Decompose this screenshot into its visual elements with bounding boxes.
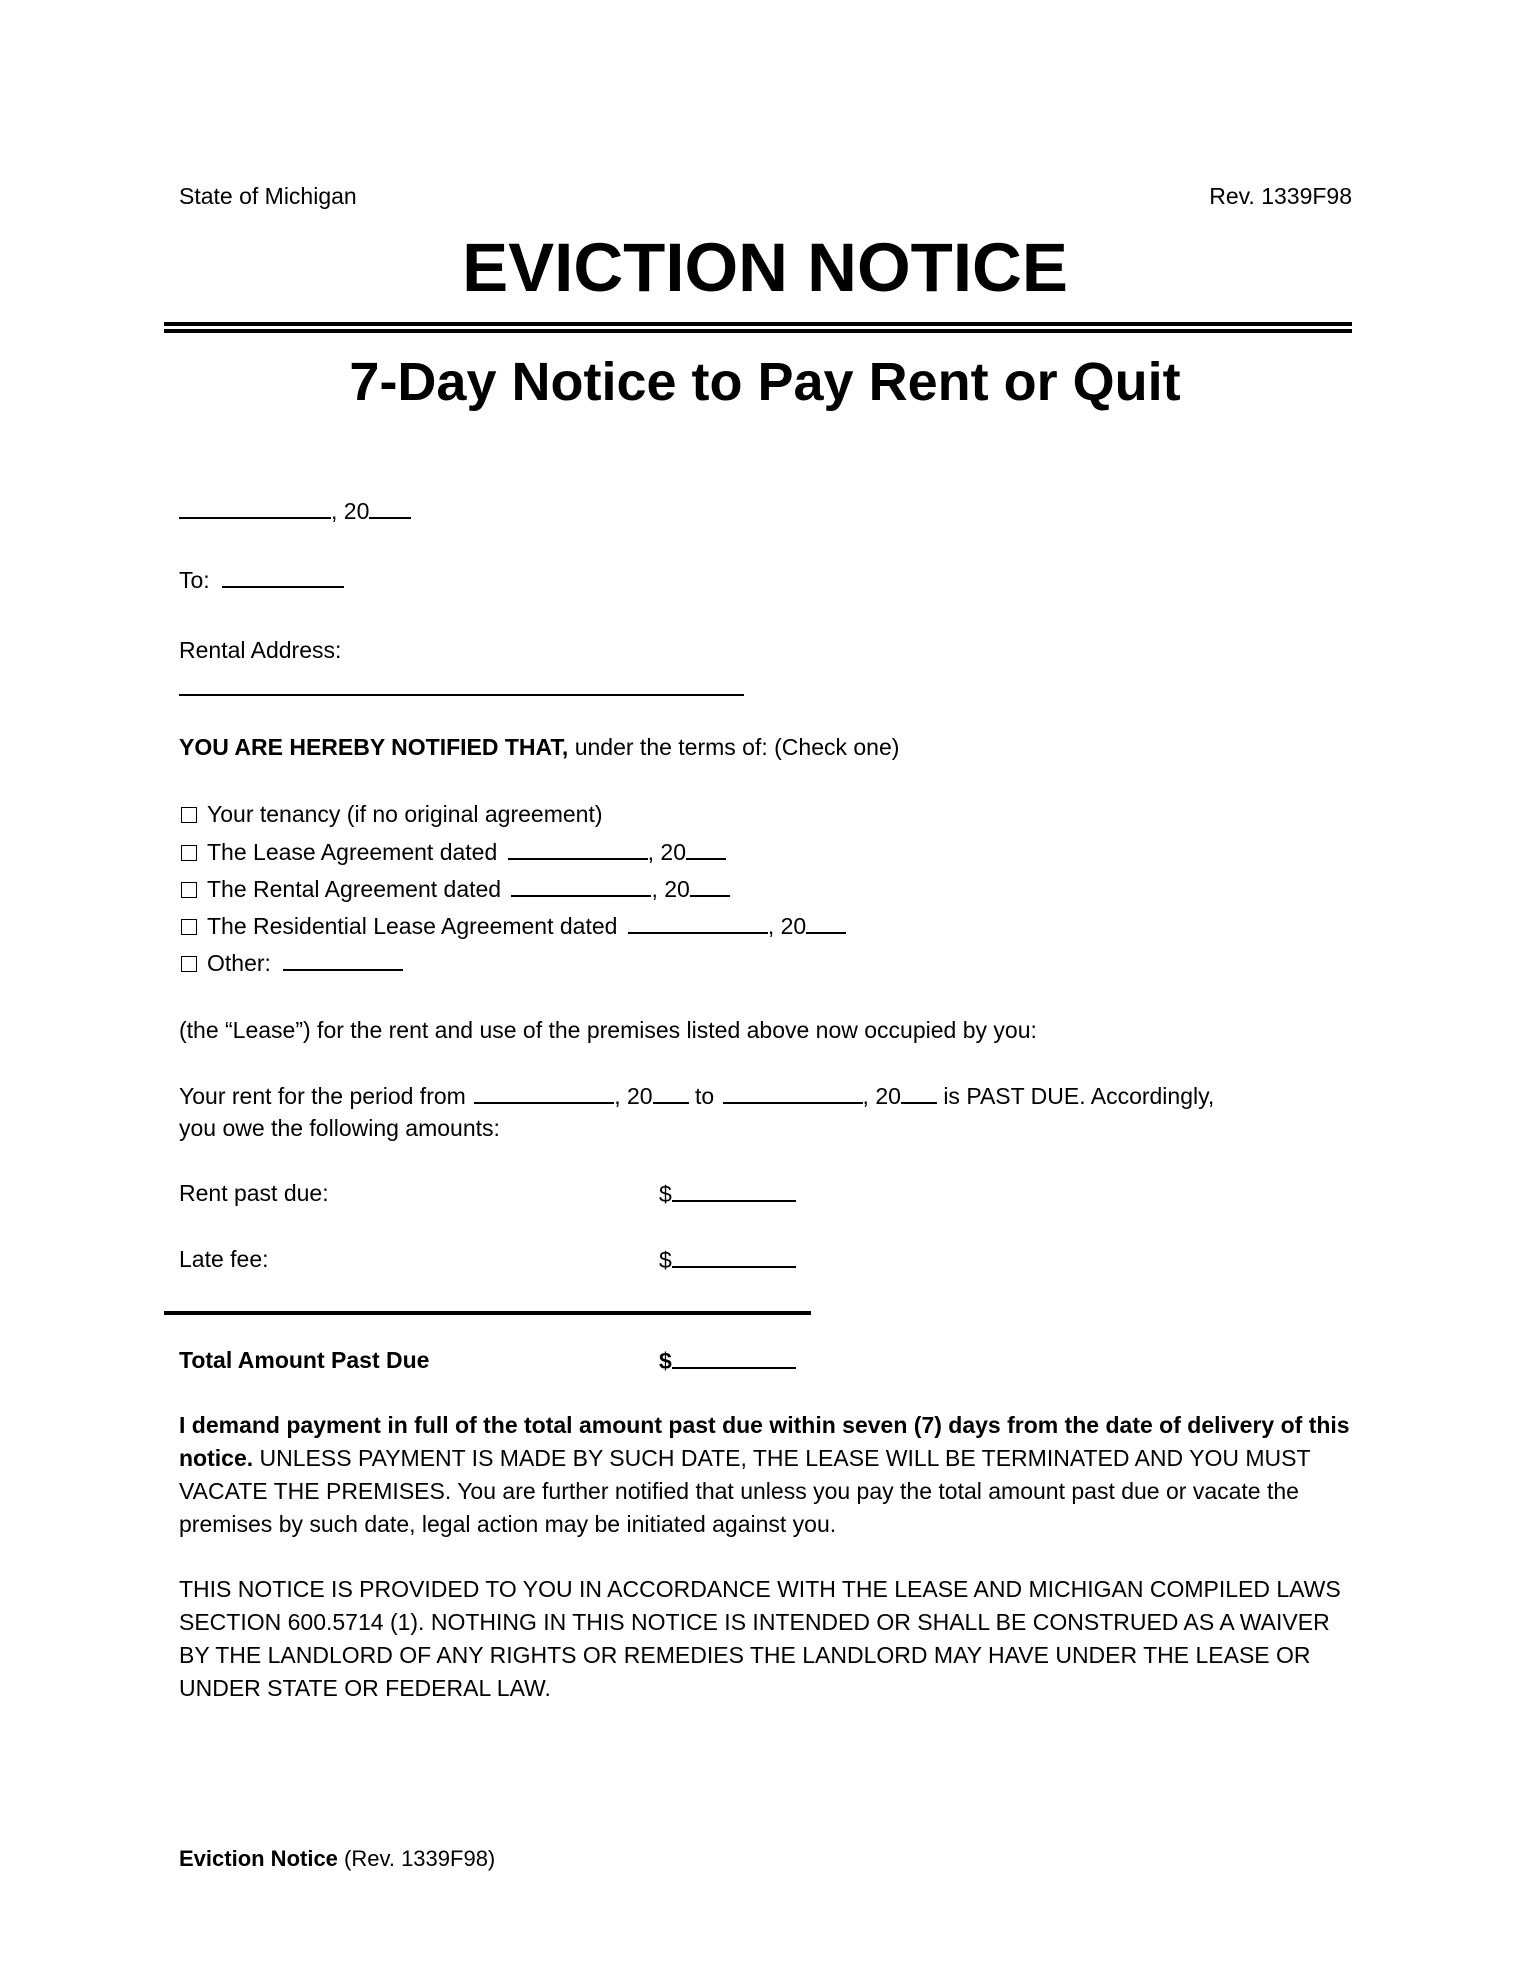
rental-address-blank[interactable] — [179, 694, 744, 696]
period-from-year-blank[interactable] — [653, 1082, 689, 1104]
year-prefix: , 20 — [614, 1083, 653, 1109]
option-label: The Rental Agreement dated — [207, 876, 502, 902]
option-lease-agreement[interactable] — [181, 838, 726, 866]
tenant-name-blank[interactable] — [222, 566, 344, 588]
rental-address-label: Rental Address: — [179, 637, 342, 663]
year-prefix: , 20 — [647, 839, 687, 865]
rent-period-line — [179, 1082, 1214, 1110]
residential-date-blank[interactable] — [628, 912, 768, 934]
owe-line: you owe the following amounts: — [179, 1115, 500, 1141]
year-prefix: , 20 — [651, 876, 690, 902]
period-text: Your rent for the period from — [179, 1083, 466, 1109]
checkbox-icon[interactable] — [181, 919, 197, 935]
past-due-text: is PAST DUE. Accordingly, — [943, 1083, 1215, 1109]
period-to-text: to — [694, 1083, 715, 1109]
date-blank[interactable] — [179, 497, 331, 519]
currency-symbol: $ — [659, 1247, 672, 1273]
total-blank[interactable] — [672, 1347, 796, 1369]
year-prefix: , 20 — [862, 1083, 901, 1109]
document-title: EVICTION NOTICE — [462, 229, 1068, 306]
option-label: Your tenancy (if no original agreement) — [207, 801, 603, 827]
option-residential-lease[interactable] — [181, 912, 846, 940]
option-label: The Lease Agreement dated — [207, 839, 498, 865]
date-year-prefix: , 20 — [331, 498, 370, 524]
demand-paragraph — [179, 1409, 1359, 1541]
rent-past-due-label: Rent past due: — [179, 1180, 329, 1206]
notified-line — [179, 734, 899, 761]
checkbox-icon[interactable] — [181, 845, 197, 861]
period-from-date-blank[interactable] — [474, 1082, 614, 1104]
lease-definition: (the “Lease”) for the rent and use of the premises listed above now occupied by you: — [179, 1017, 1037, 1043]
total-label: Total Amount Past Due — [179, 1347, 430, 1373]
notified-bold: YOU ARE HEREBY NOTIFIED THAT, — [179, 734, 569, 760]
period-to-date-blank[interactable] — [723, 1082, 863, 1104]
legal-notice-paragraph: THIS NOTICE IS PROVIDED TO YOU IN ACCORDANCE WITH THE LEASE AND MICHIGAN COMPILED LAWS SECTION 600.5714 (1). NOTHING IN THIS NOTICE IS INTENDED OR SHALL BE CONSTRUED AS A WAIVER BY THE LANDLORD OF ANY RIGHTS OR REMEDIES THE LANDLORD MAY HAVE UNDER THE LEASE OR UNDER STATE OR FEDERAL LAW. — [179, 1576, 1341, 1701]
state-label: State of Michigan — [179, 183, 357, 209]
residential-year-blank[interactable] — [806, 912, 846, 934]
checkbox-icon[interactable] — [181, 807, 197, 823]
late-fee-amount — [659, 1246, 796, 1274]
rental-date-blank[interactable] — [511, 875, 651, 897]
year-prefix: , 20 — [767, 913, 807, 939]
rent-past-due-blank[interactable] — [672, 1180, 796, 1202]
footer-rest: (Rev. 1339F98) — [337, 1846, 496, 1871]
notified-rest: under the terms of: (Check one) — [568, 734, 900, 760]
late-fee-label: Late fee: — [179, 1246, 269, 1272]
rent-past-due-amount — [659, 1180, 796, 1208]
option-label: Other: — [207, 950, 271, 976]
option-your-tenancy[interactable] — [181, 801, 603, 828]
to-line — [179, 566, 344, 594]
lease-date-blank[interactable] — [508, 838, 648, 860]
option-label: The Residential Lease Agreement dated — [207, 913, 618, 939]
footer — [179, 1846, 495, 1872]
date-year-blank[interactable] — [369, 497, 411, 519]
document-subtitle: 7-Day Notice to Pay Rent or Quit — [349, 352, 1181, 412]
option-other[interactable] — [181, 949, 403, 977]
late-fee-blank[interactable] — [672, 1246, 796, 1268]
option-rental-agreement[interactable] — [181, 875, 730, 903]
other-blank[interactable] — [283, 949, 403, 971]
title-rule-top — [164, 322, 1352, 326]
checkbox-icon[interactable] — [181, 882, 197, 898]
demand-rest: UNLESS PAYMENT IS MADE BY SUCH DATE, THE LEASE WILL BE TERMINATED AND YOU MUST VACATE THE PREMISES. You are further notified that unless you pay the total amount past due or vacate the premises by such date, legal action may be initiated against you. — [179, 1445, 1311, 1537]
currency-symbol: $ — [659, 1348, 672, 1374]
to-label: To: — [179, 567, 210, 593]
title-rule-bottom — [164, 329, 1352, 333]
total-divider — [164, 1311, 811, 1315]
notice-date — [179, 497, 411, 525]
total-amount — [659, 1347, 796, 1375]
footer-bold: Eviction Notice — [179, 1846, 338, 1871]
revision-label: Rev. 1339F98 — [1209, 183, 1352, 209]
checkbox-icon[interactable] — [181, 956, 197, 972]
rental-year-blank[interactable] — [690, 875, 730, 897]
currency-symbol: $ — [659, 1181, 672, 1207]
demand-bold: I demand payment in full of the total amount past due within seven (7) days from the date of delivery of this notice. — [179, 1412, 1350, 1471]
lease-year-blank[interactable] — [686, 838, 726, 860]
period-to-year-blank[interactable] — [901, 1082, 937, 1104]
